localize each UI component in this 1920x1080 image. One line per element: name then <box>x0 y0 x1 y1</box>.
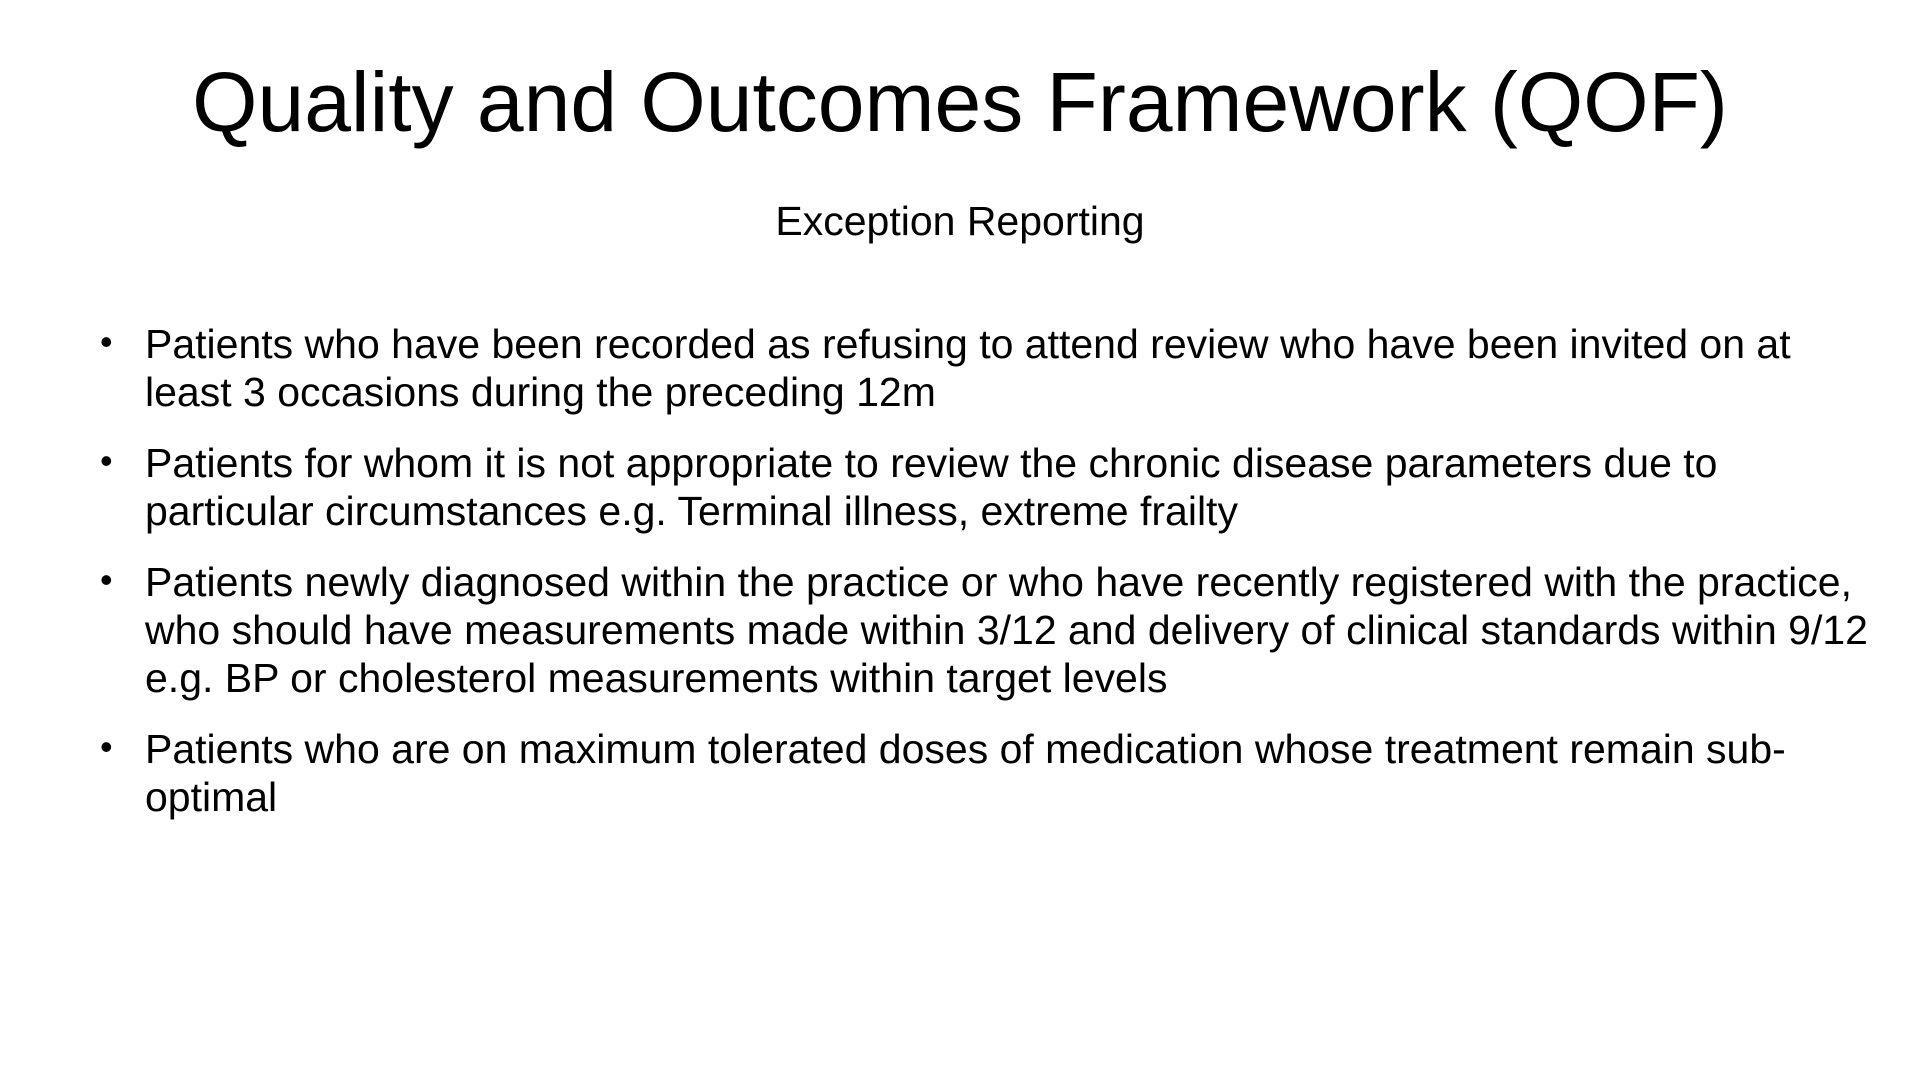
bullet-icon: • <box>100 440 113 481</box>
bullet-item <box>100 320 1870 416</box>
bullet-text: Patients for whom it is not appropriate to review the chronic disease parameters due to particular circumstances e.g. Terminal illness, extreme frailty <box>145 440 1718 534</box>
bullet-item <box>100 725 1870 821</box>
slide-subtitle: Exception Reporting <box>775 198 1145 244</box>
bullet-text: Patients who have been recorded as refusing to attend review who have been invited on at least 3 occasions during the preceding 12m <box>145 321 1791 415</box>
slide-title: Quality and Outcomes Framework (QOF) <box>192 55 1728 149</box>
bullet-icon: • <box>100 321 113 362</box>
bullet-icon: • <box>100 726 113 767</box>
bullet-list <box>100 320 1870 844</box>
bullet-text: Patients newly diagnosed within the practice or who have recently registered with the practice, who should have measurements made within 3/12 and delivery of clinical standards within 9/12 e.g. BP or cholesterol measurements within target levels <box>145 559 1868 701</box>
bullet-icon: • <box>100 559 113 600</box>
bullet-text: Patients who are on maximum tolerated doses of medication whose treatment remain sub-optimal <box>145 726 1786 820</box>
bullet-item <box>100 558 1870 702</box>
bullet-item <box>100 439 1870 535</box>
